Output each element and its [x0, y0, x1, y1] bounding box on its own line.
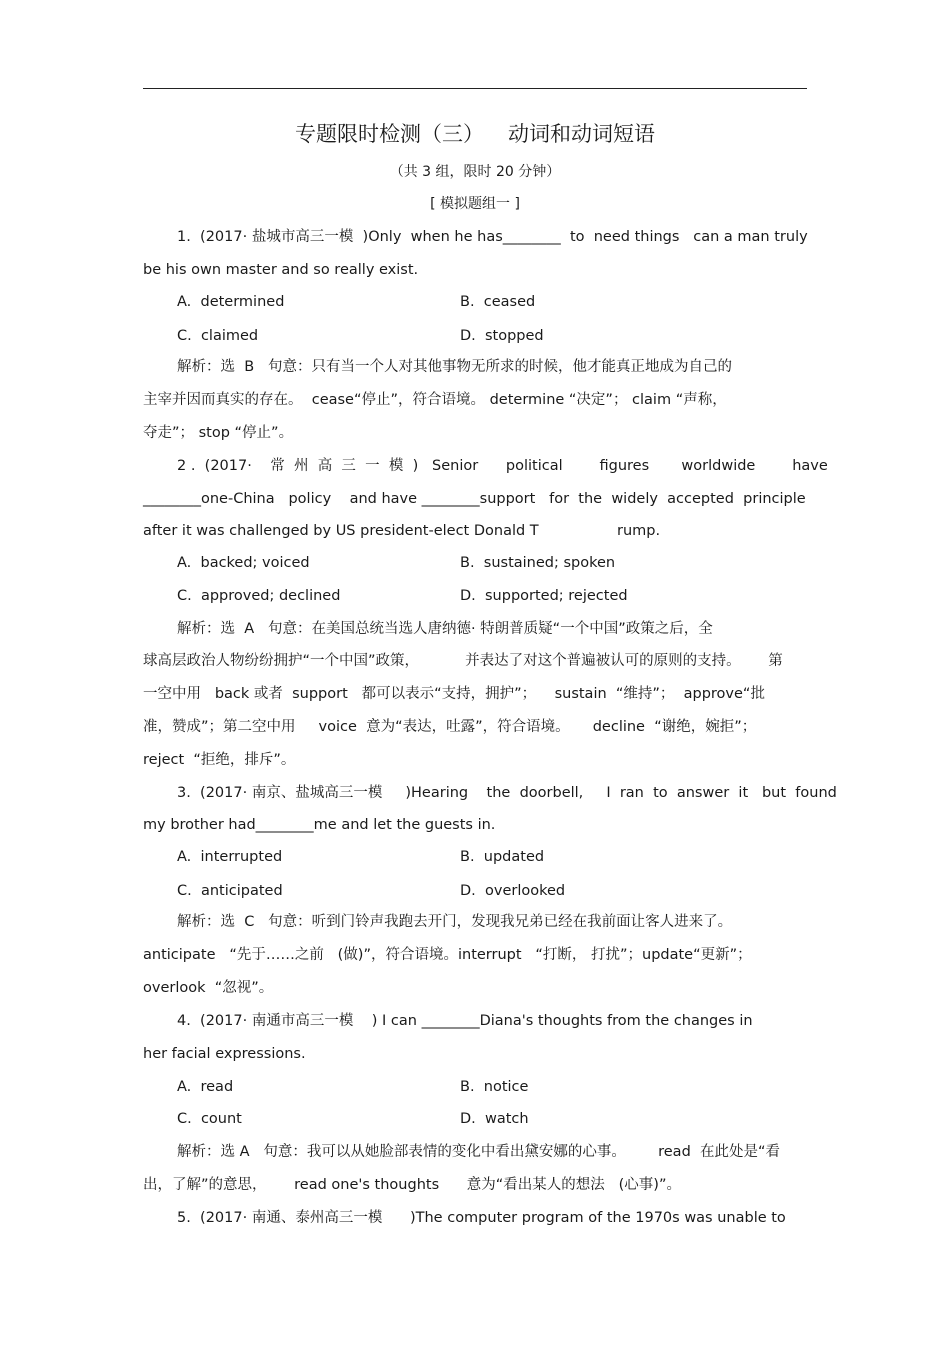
q2-analysis-line-3: 一空中用 back 或者 support 都可以表示“支持，拥护”； sustain “维持”； approve“批	[143, 686, 765, 702]
q5-stem-line-1: 5. (2017· 南通、泰州高三一模 )The computer program of the 1970s was unable to	[177, 1210, 786, 1226]
q3-option-d: D. overlooked	[460, 883, 566, 899]
q1-option-c: C. claimed	[177, 328, 259, 344]
q2-analysis-line-1: 解析：选 A 句意：在美国总统当选人唐纳德· 特朗普质疑“一个中国”政策之后，全	[177, 621, 713, 637]
title-main: 专题限时检测（三）	[295, 122, 484, 146]
q2-analysis-line-2: 球高层政治人物纷纷拥护“一个中国”政策， 并表达了对这个普遍被认可的原则的支持。 第	[143, 653, 783, 669]
q2-stem-line-2: ________one-China policy and have ________support for the widely accepted principle	[143, 491, 806, 507]
q3-analysis-line-3: overlook “忽视”。	[143, 980, 274, 996]
q2-option-d: D. supported; rejected	[460, 588, 628, 604]
q1-stem-line-1: 1. (2017· 盐城市高三一模 )Only when he has________ to need things can a man truly	[177, 229, 808, 245]
page-subtitle: （共 3 组，限时 20 分钟）	[389, 164, 561, 180]
q3-analysis-line-2: anticipate “先于……之前 (做)”，符合语境。interrupt “打断， 打扰”；update“更新”；	[143, 947, 752, 963]
q1-analysis-line-2: 主宰并因而真实的存在。 cease“停止”，符合语境。 determine “决定”； claim “声称，	[143, 392, 727, 408]
q4-stem-line-2: her facial expressions.	[143, 1046, 306, 1062]
q1-option-a: A. determined	[177, 294, 285, 310]
q4-option-d: D. watch	[460, 1111, 529, 1127]
page-title	[0, 118, 950, 148]
q4-stem-line-1: 4. (2017· 南通市高三一模 ) I can ________Diana's thoughts from the changes in	[177, 1013, 753, 1029]
top-rule	[143, 88, 807, 89]
q4-option-b: B. notice	[460, 1079, 529, 1095]
q3-option-a: A. interrupted	[177, 849, 283, 865]
q2-analysis-line-5: reject “拒绝，排斥”。	[143, 752, 296, 768]
q4-analysis-line-1: 解析：选 A 句意：我可以从她脸部表情的变化中看出黛安娜的心事。 read 在此处是“看	[177, 1144, 780, 1160]
title-topic: 动词和动词短语	[508, 122, 655, 146]
q2-option-c: C. approved; declined	[177, 588, 341, 604]
q3-option-b: B. updated	[460, 849, 545, 865]
q2-option-b: B. sustained; spoken	[460, 555, 616, 571]
q1-option-b: B. ceased	[460, 294, 536, 310]
q3-option-c: C. anticipated	[177, 883, 283, 899]
q1-option-d: D. stopped	[460, 328, 544, 344]
q3-stem-line-1: 3. (2017· 南京、盐城高三一模 )Hearing the doorbell, I ran to answer it but found	[177, 785, 837, 801]
q4-option-c: C. count	[177, 1111, 242, 1127]
q2-analysis-line-4: 准，赞成”；第二空中用 voice 意为“表达，吐露”，符合语境。 decline “谢绝，婉拒”；	[143, 719, 757, 735]
q1-stem-line-2: be his own master and so really exist.	[143, 262, 419, 278]
q3-analysis-line-1: 解析：选 C 句意：听到门铃声我跑去开门，发现我兄弟已经在我前面让客人进来了。	[177, 914, 733, 930]
q1-analysis-line-1: 解析：选 B 句意：只有当一个人对其他事物无所求的时候，他才能真正地成为自己的	[177, 359, 732, 375]
q2-stem-line-3: after it was challenged by US president-elect Donald T rump.	[143, 523, 661, 539]
q2-option-a: A. backed; voiced	[177, 555, 310, 571]
group-label: [ 模拟题组一 ]	[430, 196, 520, 212]
q4-analysis-line-2: 出，了解”的意思， read one's thoughts 意为“看出某人的想法 (心事)”。	[143, 1177, 681, 1193]
q4-option-a: A. read	[177, 1079, 234, 1095]
q3-stem-line-2: my brother had________me and let the guests in.	[143, 817, 496, 833]
q2-stem-line-1: 2 . (2017· 常 州 高 三 一 模 ) Senior political figures worldwide have	[177, 458, 828, 474]
q1-analysis-line-3: 夺走”； stop “停止”。	[143, 425, 294, 441]
